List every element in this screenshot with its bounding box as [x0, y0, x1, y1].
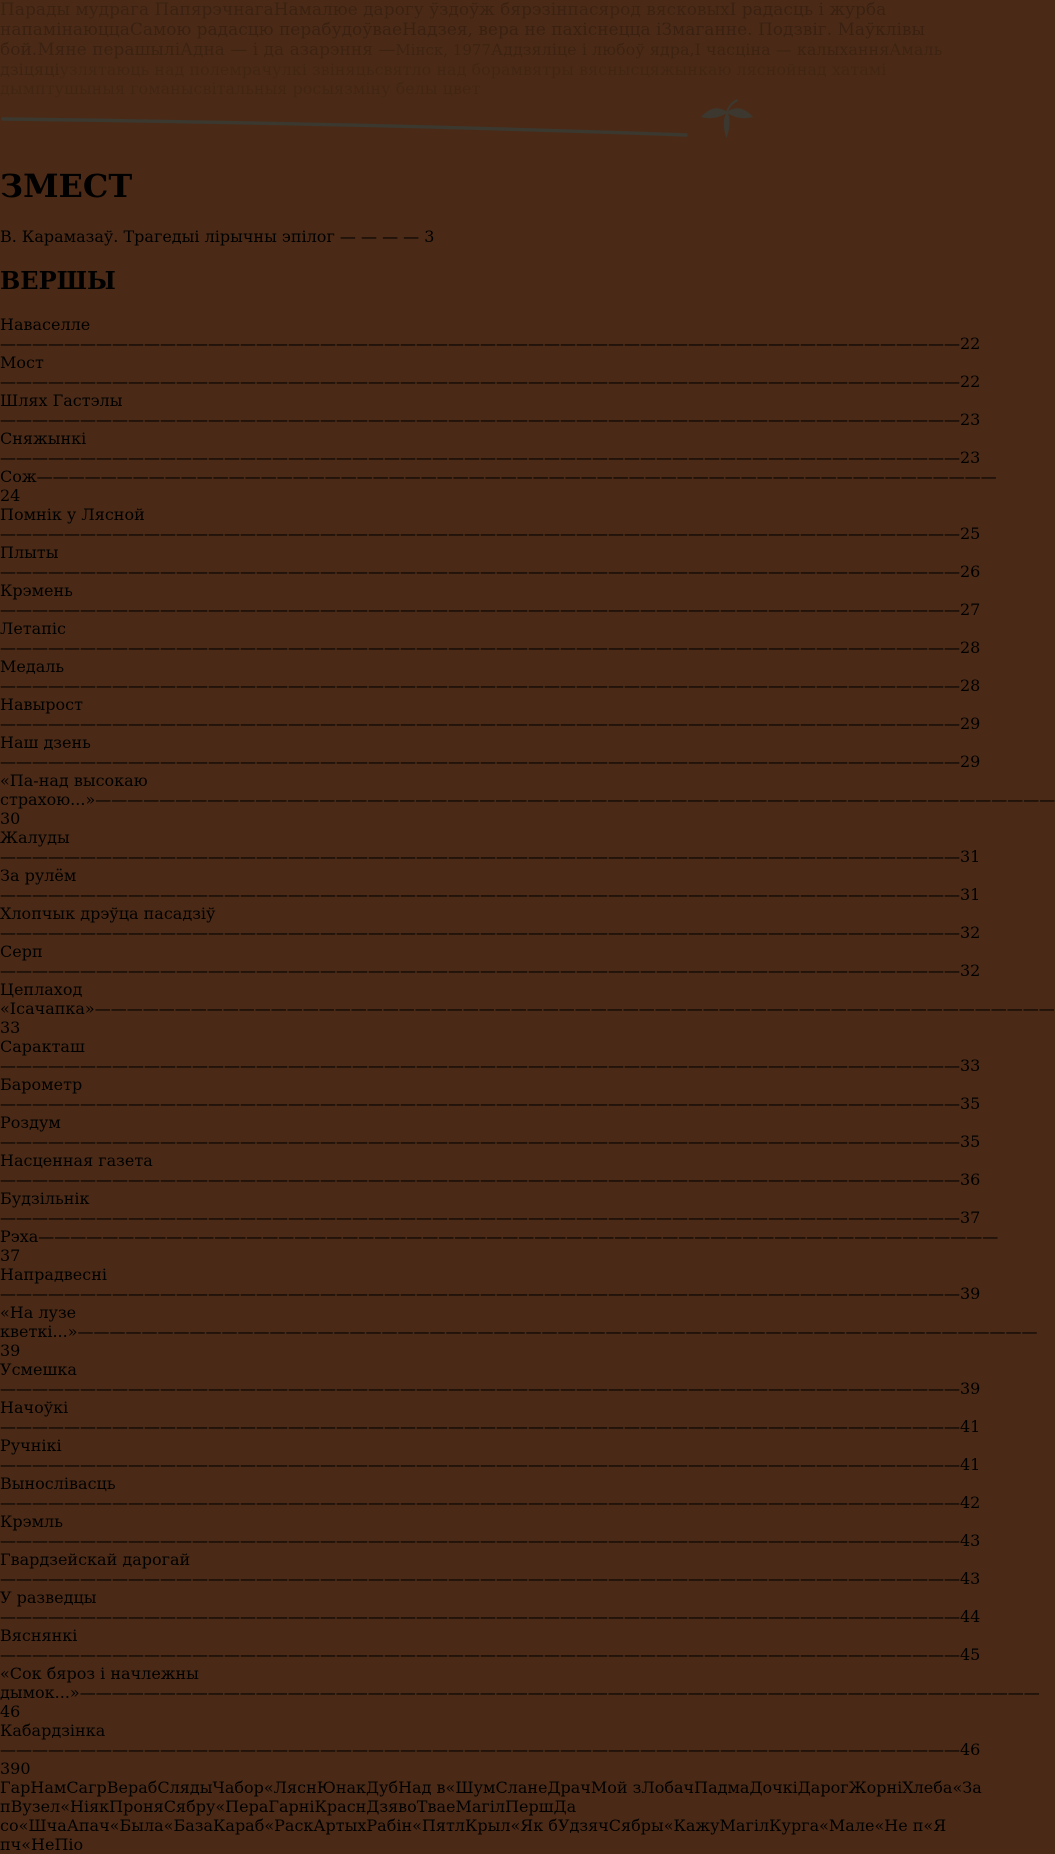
fore-edge-text-fragment: Гарні — [268, 1796, 315, 1816]
fore-edge-text-fragment: Крыл — [464, 1815, 511, 1835]
showthrough-ghost-line: І радасць і журба напамінаюцца — [0, 0, 887, 40]
entry-title: Летапіс — [0, 618, 66, 638]
entry-title: Гвардзейскай дарогай — [0, 1549, 191, 1569]
toc-entry — [0, 1550, 1000, 1588]
entry-title: Ручнікі — [0, 1435, 62, 1455]
entry-page-number: 43 — [960, 1568, 981, 1588]
entry-page-number: 31 — [960, 846, 981, 866]
dash-leader: ———————————————————————————————————————————————————————————— — [0, 960, 960, 980]
fore-edge-text-fragment: Магіл — [455, 1796, 506, 1816]
entry-title: Шлях Гастэлы — [0, 390, 123, 410]
entry-page-number: 46 — [0, 1701, 21, 1721]
fore-edge-text-fragment: Курга — [769, 1815, 820, 1835]
entry-title: Вынослівасць — [0, 1473, 116, 1493]
dash-leader: ———————————————————————————————————————————————————————————— — [0, 1644, 960, 1664]
entry-page-number: 30 — [0, 808, 21, 828]
entry-page-number: 32 — [960, 960, 981, 980]
entry-title: Вяснянкі — [0, 1625, 78, 1645]
entry-title: Рэха — [0, 1226, 39, 1246]
fore-edge-text-fragment: Апач — [66, 1815, 110, 1835]
fore-edge-text-fragment: Сябру — [163, 1796, 216, 1816]
fore-edge-text-fragment: Піо — [54, 1834, 84, 1854]
fore-edge-text-fragment: Нам — [30, 1777, 67, 1797]
entry-page-number: 33 — [0, 1017, 21, 1037]
fore-edge-text-fragment: Слане — [495, 1777, 548, 1797]
dash-leader: ———————————————————————————————————————————————————————————— — [0, 1169, 960, 1189]
dash-leader: ———————————————————————————————————————————————————————————— — [0, 846, 960, 866]
dash-leader: ———————————————————————————————————————————————————————————— — [0, 1378, 960, 1398]
dash-leader: — — — — — [339, 226, 420, 246]
entry-page-number: 39 — [0, 1340, 21, 1360]
entry-title: Насценная газета — [0, 1150, 153, 1170]
fore-edge-text-fragment: «Кажу — [663, 1815, 720, 1835]
dash-leader: ———————————————————————————————————————————————————————————— — [0, 1454, 960, 1474]
dash-leader: ———————————————————————————————————————————————————————————— — [0, 333, 960, 353]
dash-leader: ———————————————————————————————————————————————————————————— — [0, 523, 960, 543]
fore-edge-text-fragment: Сагр — [66, 1777, 107, 1797]
showthrough-ghost-line: над хатамі дым — [0, 60, 887, 98]
entry-page-number: 41 — [960, 1454, 981, 1474]
entry-page-number: 28 — [960, 675, 981, 695]
entry-page-number: 43 — [960, 1530, 981, 1550]
entry-page-number: 46 — [960, 1739, 981, 1759]
dash-leader: ———————————————————————————————————————————————————————————— — [0, 922, 960, 942]
fore-edge-text-fragment: Сябры — [608, 1815, 664, 1835]
showthrough-ghost-line: Надзея, вера не пахіснецца і — [402, 20, 662, 40]
entry-page-number: 32 — [960, 922, 981, 942]
fore-edge-text-fragment: Вузел — [10, 1796, 61, 1816]
entry-page-number: 24 — [0, 485, 21, 505]
entry-page-number: 37 — [0, 1245, 21, 1265]
showthrough-ghost-line: язміну белы цвет — [334, 79, 481, 98]
fore-edge-text-fragment: «Пера — [215, 1796, 269, 1816]
entry-page-number: 44 — [960, 1606, 981, 1626]
fore-edge-text-fragment: Мой з — [590, 1777, 642, 1797]
entry-page-number: 23 — [960, 409, 981, 429]
entry-page-number: 31 — [960, 884, 981, 904]
fore-edge-text-fragment: Вераб — [106, 1777, 158, 1797]
fore-edge-text-fragment: «Раск — [264, 1815, 314, 1835]
entry-title: Цеплаход «Ісачапка» — [0, 979, 95, 1018]
entry-title: Кабардзінка — [0, 1720, 106, 1740]
fore-edge-text-fragment: «Не п — [874, 1815, 924, 1835]
fore-edge-text-fragment: Сляды — [157, 1777, 213, 1797]
toc-entry — [0, 1721, 1000, 1759]
dash-leader: ———————————————————————————————————————————————————————————— — [0, 675, 960, 695]
fore-edge-text-fragment: Магіл — [719, 1815, 770, 1835]
showthrough-ghost-line: Змаганне. Подзвіг. Маўклівы бой. — [0, 20, 926, 60]
dash-leader: ———————————————————————————————————————————————————————————— — [0, 884, 960, 904]
entry-page-number: 27 — [960, 599, 981, 619]
entry-title: Будзільнік — [0, 1188, 90, 1208]
entry-page-number: 45 — [960, 1644, 981, 1664]
folio-page-number: 390 — [0, 1758, 31, 1778]
entry-title: Сож — [0, 466, 37, 486]
showthrough-ghost-line: Адна — і да азарэння — — [180, 40, 396, 60]
fore-edge-text-fragment: «Шум — [445, 1777, 496, 1797]
entry-page-number: 22 — [960, 333, 981, 353]
dash-leader: ———————————————————————————————————————————————————————————— — [0, 637, 960, 657]
dash-leader: ———————————————————————————————————————————————————————————— — [0, 1568, 960, 1588]
showthrough-ghost-line: Намалюе дарогу ўздоўж бярэзін — [273, 0, 568, 20]
entry-title: Барометр — [0, 1074, 83, 1094]
fore-edge-text-fragment: Хлеба — [902, 1777, 953, 1797]
dash-leader: ———————————————————————————————————————————————————————————— — [0, 713, 960, 733]
dash-leader: ———————————————————————————————————————————————————————————— — [0, 1055, 960, 1075]
section-heading: ВЕРШЫ — [0, 265, 116, 295]
dash-leader: ———————————————————————————————————————————————————————————— — [77, 1321, 1038, 1341]
fore-edge-text-fragment: Лобач — [641, 1777, 695, 1797]
toc-entry — [0, 1474, 1000, 1512]
fore-edge-text-fragment: «За п — [0, 1777, 982, 1816]
entry-title: Сняжынкі — [0, 428, 87, 448]
dash-leader: ———————————————————————————————————————————————————————————— — [95, 789, 1055, 809]
fore-edge-text-fragment: «Лясн — [263, 1777, 317, 1797]
fore-edge-text-fragment: Юнак — [316, 1777, 367, 1797]
entry-title: Жалуды — [0, 827, 70, 847]
entry-title: У разведцы — [0, 1587, 97, 1607]
toc-entry — [0, 1663, 1040, 1721]
entry-page-number: 36 — [960, 1169, 981, 1189]
fore-edge-text-fragment: «Мале — [819, 1815, 875, 1835]
entry-title: Напрадвесні — [0, 1264, 108, 1284]
entry-title: Наш дзень — [0, 732, 91, 752]
dash-leader: ———————————————————————————————————————————————————————————— — [0, 1739, 960, 1759]
dash-leader: ———————————————————————————————————————————————————————————— — [0, 1530, 960, 1550]
dash-leader: ———————————————————————————————————————————————————————————— — [0, 1207, 960, 1227]
fore-edge-text-fragment: «Была — [109, 1815, 164, 1835]
showthrough-ghost-line: птушыныя гоманы — [35, 79, 194, 98]
fore-edge-text-fragment: Удзяч — [557, 1815, 609, 1835]
entry-title: Начоўкі — [0, 1397, 69, 1417]
entry-title: Крэмень — [0, 580, 73, 600]
dash-leader: ———————————————————————————————————————————————————————————— — [0, 409, 960, 429]
dash-leader: ———————————————————————————————————————————————————————————— — [0, 1492, 960, 1512]
entry-title: Мост — [0, 352, 44, 372]
fore-edge-text-fragment: Да со — [0, 1796, 577, 1835]
entry-page-number: 25 — [960, 523, 981, 543]
fore-edge-text-fragment: Перш — [505, 1796, 554, 1816]
fore-edge-text-fragment: «Я пч — [0, 1815, 947, 1854]
entry-page-number: 26 — [960, 561, 981, 581]
entry-page-number: 37 — [960, 1207, 981, 1227]
showthrough-ghost-line: Самою радасцю перабудоўвае — [129, 20, 403, 40]
dash-leader: ———————————————————————————————————————————————————————————— — [0, 751, 960, 771]
dash-leader: ———————————————————————————————————————————————————————————— — [0, 1283, 960, 1303]
entry-title: «На лузе кветкі...» — [0, 1302, 78, 1341]
entry-page-number: 28 — [960, 637, 981, 657]
dash-leader: ———————————————————————————————————————————————————————————— — [38, 1226, 999, 1246]
dash-leader: ———————————————————————————————————————————————————————————— — [0, 371, 960, 391]
fore-edge-text-fragment: Над в — [398, 1777, 446, 1797]
dash-leader: ———————————————————————————————————————————————————————————— — [0, 447, 960, 467]
fore-edge-text-fragment: Дуб — [366, 1777, 399, 1797]
entry-title: Саракташ — [0, 1036, 85, 1056]
fore-edge-text-fragment: «Не — [21, 1834, 55, 1854]
fore-edge-text-fragment: Красн — [314, 1796, 367, 1816]
entry-title: Серп — [0, 941, 43, 961]
fore-edge-text-fragment: Дочкі — [749, 1777, 798, 1797]
prose-entry-page-number: 3 — [424, 226, 435, 246]
showthrough-ghost-line: святло над борам — [374, 60, 523, 79]
fore-edge-text-fragment: Драч — [547, 1777, 591, 1797]
fore-edge-text-fragment: «Шча — [18, 1815, 67, 1835]
showthrough-ghost-line: сцяжынкаю лясной — [630, 60, 797, 79]
dash-leader: ———————————————————————————————————————————————————————————— — [0, 1093, 960, 1113]
entry-title: «Па-над высокаю страхою...» — [0, 770, 148, 809]
entry-title: Медаль — [0, 656, 65, 676]
fore-edge-text-fragment: Рабін — [366, 1815, 413, 1835]
entry-title: За рулём — [0, 865, 77, 885]
entry-title: Помнік у Лясной — [0, 504, 145, 524]
entry-title: Усмешка — [0, 1359, 77, 1379]
fore-edge-text-fragment: Падма — [694, 1777, 750, 1797]
entry-title: Крэмль — [0, 1511, 63, 1531]
toc-entry — [0, 1588, 1000, 1626]
entry-page-number: 39 — [960, 1378, 981, 1398]
entry-title: Плыты — [0, 542, 59, 562]
entry-page-number: 22 — [960, 371, 981, 391]
entry-page-number: 23 — [960, 447, 981, 467]
showthrough-ghost-line: узлятаюць над полем — [59, 60, 242, 79]
fore-edge-text-fragment: Твае — [416, 1796, 456, 1816]
showthrough-ghost-line: рачулкі звіняць — [241, 60, 375, 79]
fore-edge-text-fragment: Чабор — [212, 1777, 264, 1797]
entry-page-number: 35 — [960, 1131, 981, 1151]
author-name: В. Карамазаў. — [0, 226, 119, 246]
dash-leader: ———————————————————————————————————————————————————————————— — [0, 561, 960, 581]
book-fore-edge — [0, 1778, 1000, 1854]
showthrough-ghost-line: І часціна — калыхання — [694, 40, 890, 59]
dash-leader: ———————————————————————————————————————————————————————————— — [0, 599, 960, 619]
showthrough-ghost-line: вятры вясны — [523, 60, 631, 79]
dash-leader: ———————————————————————————————————————————————————————————— — [36, 466, 997, 486]
entry-page-number: 33 — [960, 1055, 981, 1075]
fore-edge-text-fragment: Жорні — [848, 1777, 903, 1797]
dash-leader: ———————————————————————————————————————————————————————————— — [0, 1606, 960, 1626]
showthrough-ghost-line: пасярод вясковых — [567, 0, 730, 20]
fore-edge-text-fragment: «Ніяк — [60, 1796, 110, 1816]
fore-edge-text-fragment: «База — [163, 1815, 214, 1835]
fore-edge-text-fragment: «Як б — [510, 1815, 558, 1835]
dash-leader: ———————————————————————————————————————————————————————————— — [79, 1682, 1040, 1702]
contents-title: ЗМЕСТ — [0, 167, 133, 206]
fore-edge-text-fragment: Караб — [213, 1815, 265, 1835]
showthrough-ghost-line: Мінск, 1977 — [395, 41, 491, 59]
showthrough-ghost-line: Парады мудрага Папярэчнага — [0, 0, 274, 20]
entry-page-number: 29 — [960, 713, 981, 733]
entry-title: «Сок бяроз і начлежны дымок...» — [0, 1663, 199, 1702]
entry-title: Наваселле — [0, 314, 91, 334]
showthrough-ghost-line: Амаль дзіцяці — [0, 40, 943, 79]
fore-edge-text-fragment: Проня — [109, 1796, 164, 1816]
dash-leader: ———————————————————————————————————————————————————————————— — [0, 1131, 960, 1151]
fore-edge-text-fragment: Дарог — [797, 1777, 849, 1797]
showthrough-ghost-line: світальныя росы — [193, 79, 335, 98]
showthrough-ghost-line: Мяне перашылі — [37, 40, 181, 60]
toc-entry — [0, 1626, 1000, 1664]
entry-title: Хлопчык дрэўца пасадзіў — [0, 903, 216, 923]
fore-edge-text-fragment: Гар — [0, 1777, 31, 1797]
fore-edge-text-fragment: Дзяво — [366, 1796, 417, 1816]
entry-page-number: 29 — [960, 751, 981, 771]
entry-title: Навырост — [0, 694, 83, 714]
entry-title: Роздум — [0, 1112, 61, 1132]
showthrough-ghost-line: Аддзяліце і любоў ядра, — [490, 40, 695, 59]
dash-leader: ———————————————————————————————————————————————————————————— — [0, 1416, 960, 1436]
toc-entry — [0, 1512, 1000, 1550]
entry-page-number: 41 — [960, 1416, 981, 1436]
fore-edge-text-fragment: Артых — [313, 1815, 367, 1835]
dash-leader: ———————————————————————————————————————————————————————————— — [94, 998, 1055, 1018]
entry-page-number: 39 — [960, 1283, 981, 1303]
entry-page-number: 35 — [960, 1093, 981, 1113]
prose-entry-title: Трагедыі лірычны эпілог — [123, 226, 335, 246]
fore-edge-text-fragment: «Пятл — [412, 1815, 465, 1835]
entry-page-number: 42 — [960, 1492, 981, 1512]
